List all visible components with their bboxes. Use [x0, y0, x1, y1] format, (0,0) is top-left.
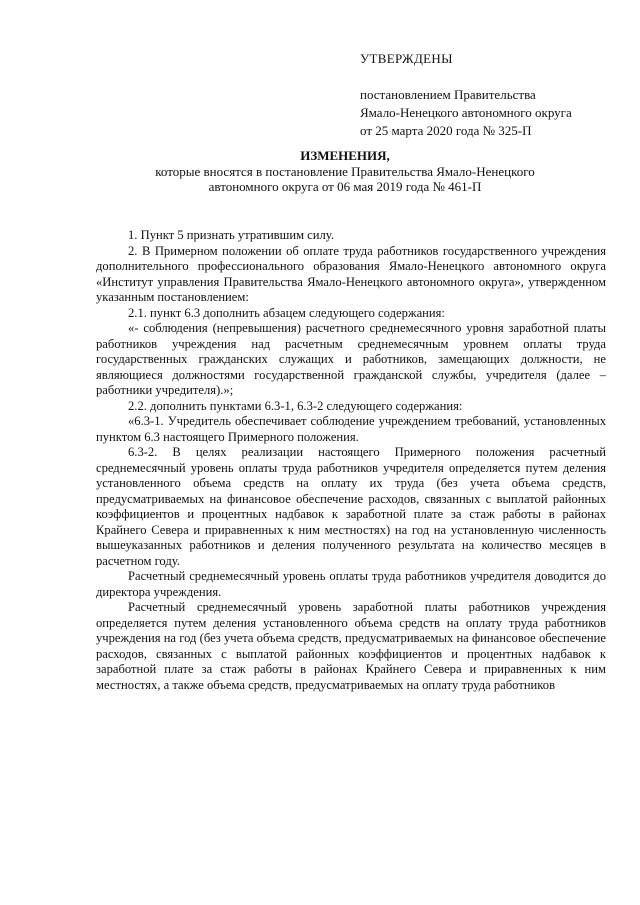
- paragraph: Расчетный среднемесячный уровень оплаты труда работников учредителя доводится до директора учреждения.: [96, 569, 606, 599]
- document-title: ИЗМЕНЕНИЯ,: [300, 148, 390, 163]
- paragraph: 1. Пункт 5 признать утратившим силу.: [128, 228, 334, 242]
- paragraph: 2. В Примерном положении об оплате труда работников государственного учреждения дополнительного профессионального образования Ямало-Ненецкого автономного округа «Институт управления Правительства Ямало-Ненецкого автономного округа», утвержденном указанным постановлением:: [96, 243, 606, 304]
- paragraph: «6.3-1. Учредитель обеспечивает соблюдение учреждением требований, установленных пунктом 6.3 настоящего Примерного положения.: [96, 414, 606, 444]
- approval-line: от 25 марта 2020 года № 325-П: [360, 123, 532, 138]
- paragraph: «- соблюдения (непревышения) расчетного среднемесячного уровня заработной платы работников учреждения над расчетным среднемесячным уровнем оплаты труда государственных гражданских служащих и работников, замещающих должности, не являющиеся должностями государственной гражданской службы, учредителя (далее – работники учредителя).»;: [96, 321, 606, 397]
- approval-block: [360, 50, 630, 140]
- paragraph: 2.2. дополнить пунктами 6.3-1, 6.3-2 следующего содержания:: [128, 398, 463, 413]
- document-subtitle-line: которые вносятся в постановление Правительства Ямало-Ненецкого: [155, 163, 535, 179]
- document-heading: [90, 148, 600, 195]
- paragraph: 6.3-2. В целях реализации настоящего Примерного положения расчетный среднемесячный уровень оплаты труда работников учредителя определяется путем деления установленного объема средств на оплату их труда (без учета объема средств, предусматриваемых на финансовое обеспечение расходов, связанных с выплатой районных коэффициентов и процентных надбавок к заработной плате за стаж работы в районах Крайнего Севера и приравненных к ним местностях) на год на установленную численность вышеуказанных работников и деления полученного результата на количество месяцев в расчетном году.: [96, 445, 606, 568]
- paragraph: 2.1. пункт 6.3 дополнить абзацем следующего содержания:: [128, 305, 445, 320]
- approval-line: Ямало-Ненецкого автономного округа: [360, 105, 572, 120]
- document-body: [96, 228, 606, 693]
- paragraph: Расчетный среднемесячный уровень заработной платы работников учреждения определяется путем деления установленного объема средств на оплату труда работников учреждения на год (без учета объема средств, предусматриваемых на финансовое обеспечение расходов, связанных с выплатой районных коэффициентов и процентных надбавок к заработной плате за стаж работы в районах Крайнего Севера и приравненных к ним местностях, а также объема средств, предусматриваемых на оплату труда работников: [96, 600, 606, 692]
- approval-line: постановлением Правительства: [360, 87, 536, 102]
- document-subtitle-line: автономного округа от 06 мая 2019 года № 461-П: [208, 179, 482, 194]
- approval-label: УТВЕРЖДЕНЫ: [360, 51, 453, 66]
